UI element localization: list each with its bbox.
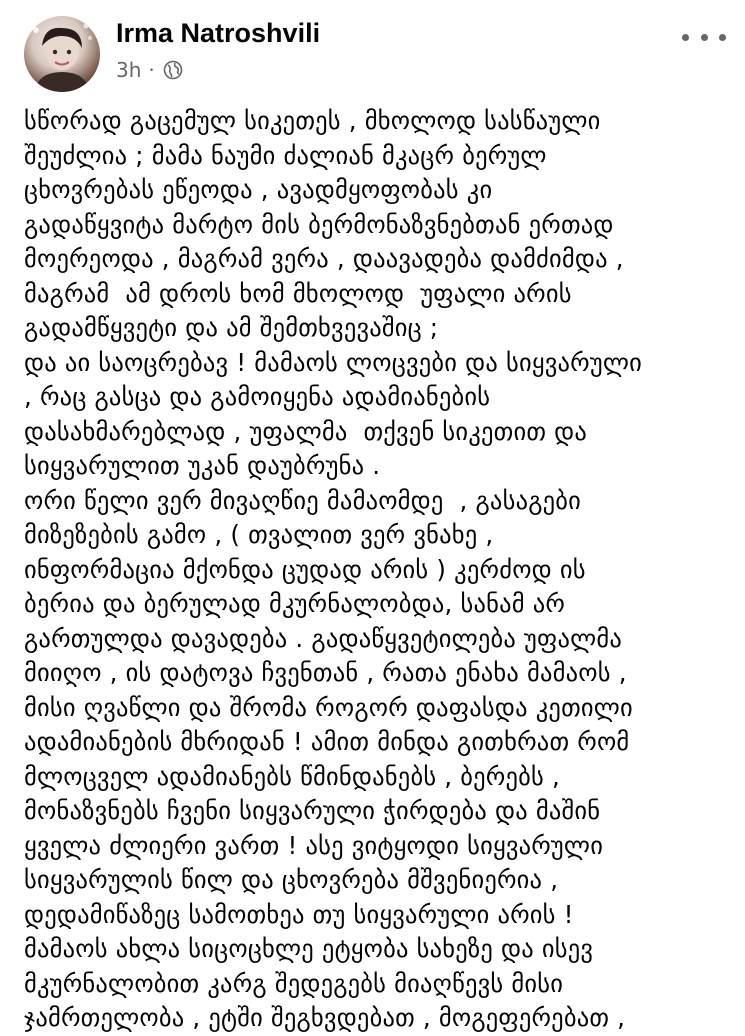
post-text-line: მოერეოდა , მაგრამ ვერა , დაავადება დამძიმდა , [24, 244, 624, 273]
post-text-line: სიყვარულით უკან დაუბრუნა . [24, 451, 381, 480]
post-text-line: მიზეზების გამო , ( თვალით ვერ ვნახე , [24, 520, 494, 549]
post-text-line: მაგრამ ამ დროს ხომ მხოლოდ უფალი არის [24, 278, 572, 308]
post-text-line: შეუძლია ; მამა ნაუმი ძალიან მკაცრ ბერულ [24, 140, 547, 170]
globe-icon[interactable] [163, 60, 183, 80]
post-text-line: გადაწყვიტა მარტო მის ბერმონაზვნებთან ერთად [24, 209, 614, 239]
post-text-line: ყველა ძლიერი ვართ ! ასე ვიტყოდი სიყვარული [24, 830, 604, 860]
post-text-line: მისი ღვაწლი და შრომა როგორ დაფასდა კეთილი [24, 692, 633, 722]
post-text-line: მონაზვნებს ჩვენი სიყვარული ჭირდება და მაშინ [24, 796, 601, 825]
post-header [0, 0, 745, 100]
post-text-line: ადამიანების მხრიდან ! ამით მინდა გითხრათ რომ [24, 727, 630, 756]
post-meta [116, 58, 183, 82]
post-timestamp[interactable]: 3h [116, 58, 142, 82]
post-text-line: გართულდა დავადება . გადაწყვეტილება უფალმა [24, 623, 623, 653]
more-options-icon[interactable] [682, 28, 726, 46]
post-text-line: გადამწყვეტი და ამ შემთხვევაშიც ; [24, 313, 439, 342]
more-dot [701, 34, 708, 41]
avatar-photo [24, 16, 100, 92]
post-text-line: ბერია და ბერულად მკურნალობდა, სანამ არ [24, 589, 566, 618]
author-avatar[interactable] [24, 16, 100, 92]
post-text-line: მიიღო , ის დატოვა ჩვენთან , რათა ენახა მამაოს , [24, 658, 627, 687]
post-text-line: სწორად გაცემულ სიკეთეს , მხოლოდ სასწაული [24, 106, 601, 135]
post-text-line: და აი საოცრებავ ! მამაოს ლოცვები და სიყვარული [24, 347, 643, 377]
post-text-line: ცხოვრებას ეწეოდა , ავადმყოფობას კი [24, 175, 493, 204]
post-body [24, 104, 734, 1036]
post-text-line: ორი წელი ვერ მივაღწიე მამაომდე , გასაგები [24, 485, 582, 515]
post-text-line: ინფორმაცია მქონდა ცუდად არის ) კერძოდ ის [24, 554, 586, 584]
post-text-line: ჯამრთელობა , ეტში შეგხვდებათ , მოგეფერებათ , [24, 1003, 626, 1032]
post-text-line: სიყვარულის წილ და ცხოვრება მშვენიერია , [24, 865, 559, 894]
more-dot [719, 34, 726, 41]
author-name[interactable]: Irma Natroshvili [116, 18, 321, 48]
post-text-line: , რაც გასცა და გამოიყენა ადამიანების [24, 382, 491, 411]
post-text-line: დედამიწაზეც სამოთხეა თუ სიყვარული არის ! [24, 899, 574, 929]
meta-separator: · [148, 58, 155, 82]
more-dot [682, 34, 689, 41]
post-text-line: დასახმარებლად , უფალმა თქვენ სიკეთით და [24, 416, 588, 446]
post-text-line: მლოცველ ადამიანებს წმინდანებს , ბერებს , [24, 761, 561, 791]
post-text-line: მკურნალობით კარგ შედეგებს მიაღწევს მისი [24, 968, 564, 998]
post-text-line: მამაოს ახლა სიცოცხლე ეტყობა სახეზე და ისევ [24, 934, 594, 963]
